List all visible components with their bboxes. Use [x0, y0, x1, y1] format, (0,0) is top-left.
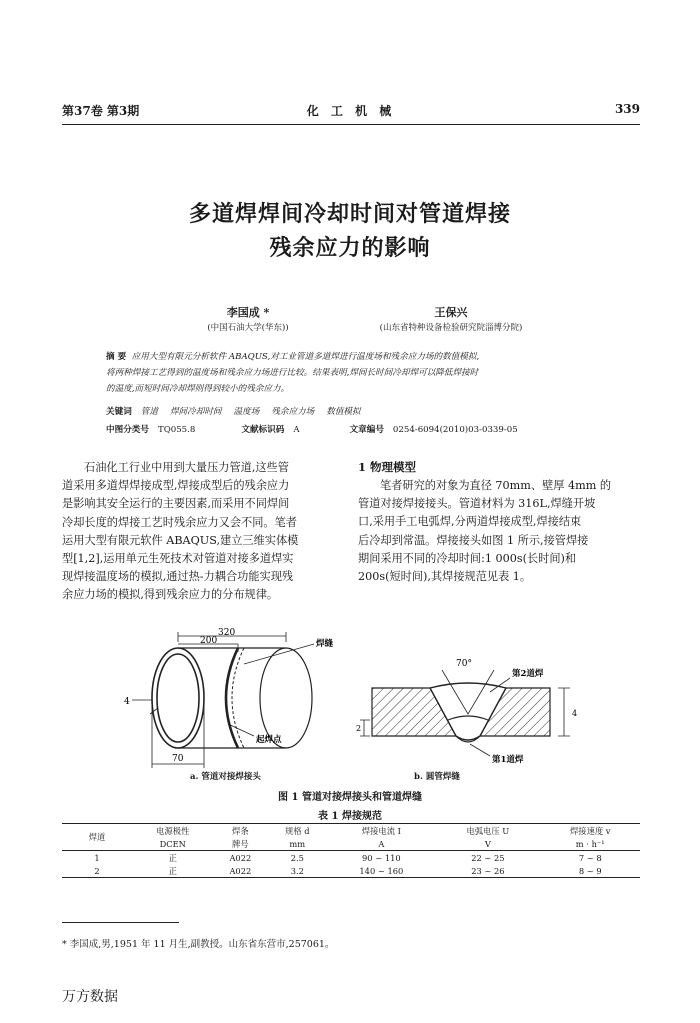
keywords: [106, 405, 636, 417]
second-pass-label: 第2道焊: [512, 669, 544, 679]
header-cell: m · h⁻¹: [540, 837, 640, 851]
table-cell: 3.2: [267, 864, 327, 878]
abstract-line-2: 将两种焊接工艺得到的温度场和残余应力场进行比较。结果表明,焊间长时间冷却焊可以降低焊接时: [106, 368, 479, 378]
table-cell: 90 ~ 110: [362, 852, 401, 863]
table-header-row: [62, 824, 640, 838]
header-cell: DCEN: [132, 837, 214, 851]
text-line: 型[1,2],运用单元生死技术对管道对接多道焊实: [62, 552, 294, 566]
weld-seam-label: 焊缝: [316, 639, 334, 649]
section-heading: 1 物理模型: [358, 460, 417, 474]
text-line: 余应力场的模拟,得到残余应力的分布规律。: [62, 588, 279, 602]
table-cell: 2.5: [290, 852, 304, 863]
table-cell: 2: [62, 864, 132, 878]
welding-spec-table: [62, 823, 640, 878]
figure-b-caption: b. 圆管焊缝: [414, 772, 460, 782]
weld-band-edge: [232, 648, 244, 748]
doc-code-value: A: [293, 425, 300, 435]
abstract-line-3: 的温度,而短时间冷却焊则得到较小的残余应力。: [106, 384, 290, 394]
keyword: 管道: [140, 407, 158, 417]
header-cell: 焊接电流 I: [327, 824, 435, 838]
abstract-line-1: 应用大型有限元分析软件 ABAQUS,对工业管道多道焊进行温度场和残余应力场的数值模拟,: [131, 352, 480, 362]
keywords-label: 关键词: [106, 407, 132, 417]
title-line-2: 残余应力的影响: [269, 236, 431, 261]
header-cell: A: [327, 837, 435, 851]
author-footnote: * 李国成,男,1951 年 11 月生,副教授。山东省东营市,257061。: [62, 939, 335, 950]
table-row: [62, 851, 640, 865]
header-page-number: 339: [614, 102, 640, 116]
keyword: 焊间冷却时间: [169, 407, 222, 417]
text-line: 冷却长度的焊接工艺时残余应力又会不同。笔者: [62, 515, 297, 529]
table-cell: 23 ~ 26: [435, 864, 540, 878]
first-pass-label: 第1道焊: [492, 755, 524, 765]
text-line: 现焊接温度场的模拟,通过热-力耦合功能实现残: [62, 570, 294, 584]
author-2-affiliation: (山东省特种设备检验研究院淄博分院): [379, 323, 523, 333]
table-cell: A022: [214, 864, 268, 878]
table-cell: A022: [229, 852, 252, 863]
groove-angle-label: 70°: [456, 659, 472, 669]
table-header-row: [62, 837, 640, 851]
dim-4-label: 4: [124, 697, 130, 707]
figure-weld-groove: [356, 652, 640, 770]
clc-label: 中图分类号: [106, 425, 149, 435]
pipe-near-end-outer: [152, 648, 204, 748]
keyword: 残余应力场: [271, 407, 315, 417]
table-cell: 7 ~ 8: [578, 852, 602, 863]
start-point-label: 起焊点: [256, 735, 282, 745]
pipe-far-end: [260, 648, 312, 748]
header-cell: 牌号: [214, 837, 268, 851]
title-line-1: 多道焊焊间冷却时间对管道焊接: [188, 202, 511, 227]
article-no-label: 文章编号: [349, 425, 384, 435]
text-line: 运用大型有限元软件 ABAQUS,建立三维实体模: [62, 533, 299, 547]
author-1-affiliation: (中国石油大学(华东)): [207, 323, 289, 333]
header-journal: 化 工 机 械: [306, 104, 396, 118]
table-cell: 1: [94, 852, 100, 863]
header-cell: mm: [267, 837, 327, 851]
header-cell: 规格 d: [267, 824, 327, 838]
abstract-label: 摘 要: [106, 352, 127, 362]
table-1-caption: 表 1 焊接规范: [318, 811, 382, 822]
text-line: 后冷却到常温。焊接接头如图 1 所示,接管焊接: [358, 533, 589, 547]
classification: [106, 423, 636, 435]
dim-200-label: 200: [200, 636, 218, 646]
dim-70-label: 70: [172, 754, 184, 764]
intro-paragraph: [62, 459, 340, 605]
dim-4-label: 4: [572, 709, 578, 718]
header-cell: 焊接速度 v: [540, 824, 640, 838]
section-paragraph: [358, 477, 638, 586]
header-rule: [62, 124, 640, 125]
table-cell: 22 ~ 25: [471, 852, 505, 863]
figure-a-caption: a. 管道对接焊接头: [190, 772, 261, 782]
header-cell: 焊道: [62, 824, 132, 851]
header-cell: 电源极性: [132, 824, 214, 838]
figure-pipe-joint: [118, 628, 350, 780]
header-cell: 焊条: [214, 824, 268, 838]
text-line: 石油化工行业中用到大量压力管道,这些管: [84, 461, 289, 474]
text-line: 管道对接焊接接头。管道材料为 316L,焊缝开坡: [358, 497, 596, 511]
dim-2-label: 2: [356, 724, 362, 733]
footnote-rule: [62, 922, 179, 923]
watermark: 万方数据: [62, 989, 118, 1005]
table-cell: 140 ~ 160: [327, 864, 435, 878]
header-volume: 第37卷 第3期: [62, 104, 140, 118]
text-line: 200s(短时间),其焊接规范见表 1。: [358, 570, 532, 584]
text-line: 口,采用手工电弧焊,分两道焊接成型,焊接结束: [358, 515, 582, 529]
abstract: [106, 349, 626, 397]
text-line: 是影响其安全运行的主要因素,而采用不同焊间: [62, 497, 290, 511]
text-line: 笔者研究的对象为直径 70mm、壁厚 4mm 的: [380, 479, 612, 492]
header-cell: V: [435, 837, 540, 851]
table-cell: 正: [132, 864, 214, 878]
header-cell: 电弧电压 U: [435, 824, 540, 838]
dim-320-label: 320: [218, 628, 236, 638]
table-cell: 8 ~ 9: [540, 864, 640, 878]
doc-code-label: 文献标识码: [241, 425, 285, 435]
keyword: 温度场: [233, 407, 260, 417]
keyword: 数值模拟: [326, 407, 361, 417]
pipe-near-end-inner: [157, 654, 199, 742]
table-row: [62, 864, 640, 878]
figure-1-caption: 图 1 管道对接焊接头和管道焊缝: [278, 792, 422, 803]
author-2: 王保兴: [434, 306, 468, 319]
table-cell: 正: [168, 852, 177, 863]
author-1: 李国成 *: [226, 306, 270, 319]
clc-value: TQ055.8: [157, 425, 196, 435]
text-line: 期间采用不同的冷却时间:1 000s(长时间)和: [358, 551, 577, 565]
article-no-value: 0254-6094(2010)03-0339-05: [392, 425, 518, 435]
text-line: 道采用多道焊焊接成型,焊接成型后的残余应力: [62, 479, 290, 493]
